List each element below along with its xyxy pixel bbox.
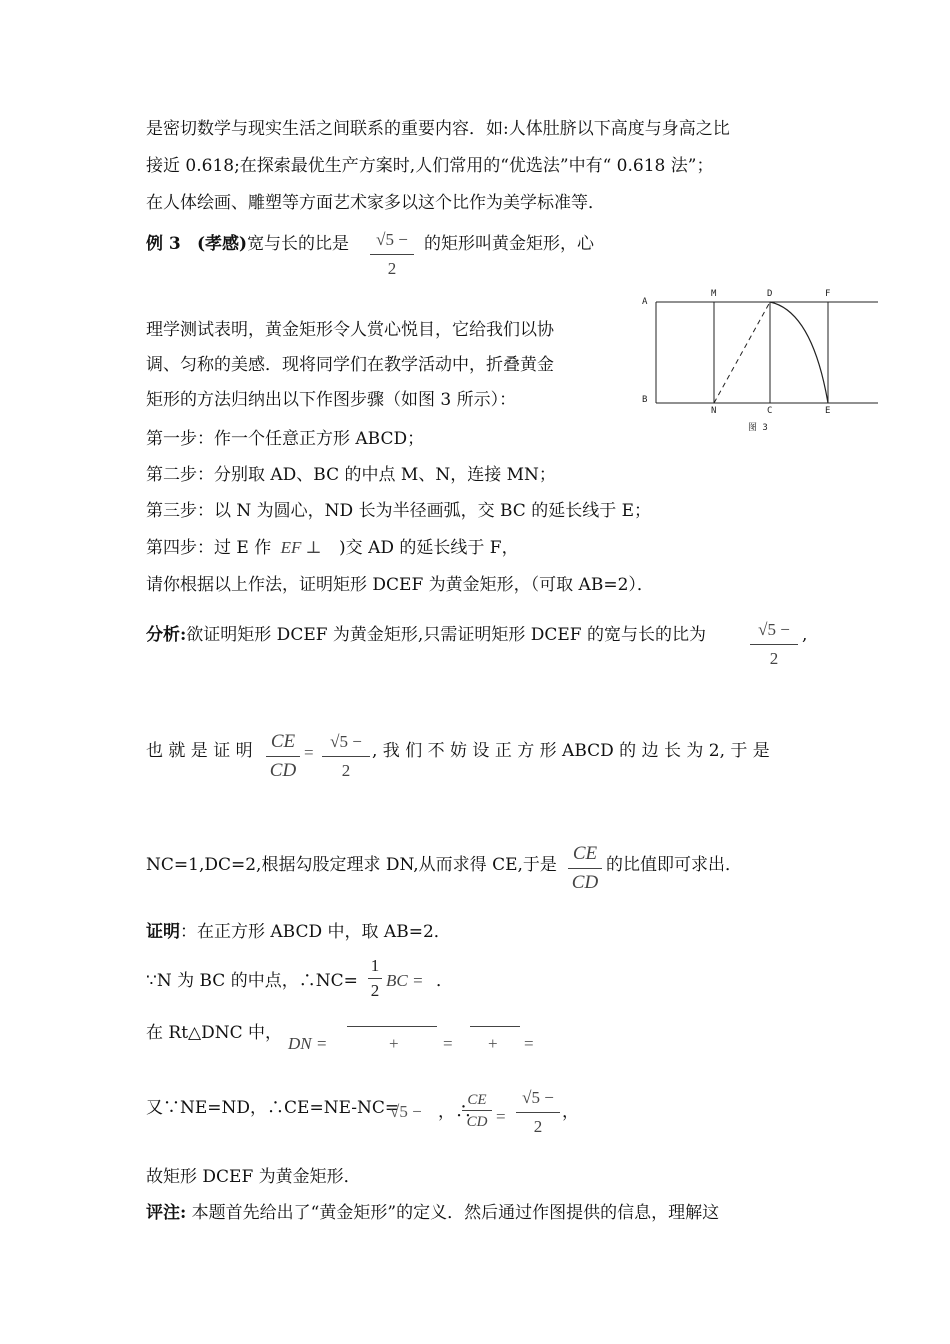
proof-line-1 [146, 921, 451, 943]
analysis-frac1-num: √5 − [758, 620, 790, 639]
proof-conclusion: 故矩形 DCEF 为黄金矩形． [146, 1167, 361, 1187]
ce-numerator: CE [270, 731, 296, 752]
proof-line-1-text: ：在正方形 ABCD 中，取 AB=2． [180, 922, 451, 942]
equals-sign-1: = [443, 1034, 453, 1053]
proof-line-3: 在 Rt△DNC 中， [146, 1023, 283, 1043]
proof-line-2: ∵N 为 BC 的中点，∴NC= [146, 971, 358, 991]
comment-line [146, 1202, 719, 1224]
ce-numerator: CE [467, 1092, 487, 1108]
example-text-after: 的矩形叫黄金矩形，心 [424, 234, 594, 254]
label-b: B [642, 395, 648, 405]
proof-line-2-period: ． [436, 971, 453, 991]
proof-line-4: 又∵NE=ND，∴CE=NE-NC= [146, 1098, 400, 1118]
cd-denominator: CD [571, 872, 599, 893]
step-4 [146, 537, 519, 559]
analysis-line-1 [146, 624, 706, 646]
fraction-bar [750, 644, 798, 645]
cd-denominator: CD [269, 760, 297, 781]
comment-text: 本题首先给出了“黄金矩形”的定义．然后通过作图提供的信息，理解这 [186, 1203, 720, 1223]
ce-numerator: CE [572, 843, 598, 864]
plus-sign-1: + [389, 1034, 399, 1053]
ce-over-cd-fraction-3 [462, 1092, 492, 1131]
analysis-fraction-1 [750, 618, 798, 671]
step-4-math: EF ⊥ [280, 538, 322, 557]
radical-bar-2 [470, 1026, 520, 1027]
example-label: 例 3 [146, 234, 181, 254]
ce-over-cd-fraction [266, 730, 300, 783]
proof-frac-den: 2 [533, 1117, 543, 1136]
task-line: 请你根据以上作法，证明矩形 DCEF 为黄金矩形，（可取 AB=2）． [146, 575, 654, 595]
golden-ratio-numerator: √5 − [376, 230, 408, 249]
analysis-line-2-start: 也 就 是 证 明 [146, 741, 253, 761]
step-4-start: 第四步：过 E 作 [146, 538, 272, 558]
proof-label: 证明 [146, 922, 180, 942]
sqrt5-minus: √5 − [390, 1102, 422, 1121]
figure-caption: 图 3 [748, 423, 768, 433]
analysis-fraction-2 [322, 730, 370, 783]
example-line-2: 理学测试表明，黄金矩形令人赏心悦目，它给我们以协 [146, 320, 554, 340]
golden-ratio-fraction [370, 228, 414, 281]
analysis-line-3-rest: 的比值即可求出． [606, 855, 742, 875]
step-4-end: )交 AD 的延长线于 F， [339, 538, 519, 558]
plus-sign-2: + [488, 1034, 498, 1053]
analysis-label: 分析: [146, 625, 187, 645]
half-numerator: 1 [370, 956, 380, 975]
radical-bar-1 [347, 1026, 437, 1027]
label-f: F [825, 289, 831, 299]
analysis-frac1-den: 2 [769, 649, 779, 668]
cd-denominator: CD [466, 1114, 488, 1130]
bc-equals: BC = [386, 971, 424, 990]
label-c: C [767, 406, 773, 416]
example-source: (孝感) [196, 234, 248, 254]
analysis-frac2-den: 2 [341, 761, 351, 780]
figure-3-diagram [640, 285, 880, 435]
example-line-3: 调、匀称的美感．现将同学们在教学活动中，折叠黄金 [146, 355, 554, 375]
analysis-line-3: NC=1,DC=2,根据勾股定理求 DN,从而求得 CE,于是 [146, 855, 557, 875]
analysis-comma: , [802, 625, 808, 645]
fraction-bar [462, 1110, 492, 1111]
step-1: 第一步：作一个任意正方形 ABCD； [146, 429, 425, 449]
proof-frac-num: √5 − [522, 1088, 554, 1107]
label-a: A [642, 297, 648, 307]
intro-line-1: 是密切数学与现实生活之间联系的重要内容．如:人体肚脐以下高度与身高之比 [146, 119, 730, 139]
comment-label: 评注: [146, 1203, 187, 1223]
fraction-bar [266, 756, 300, 757]
label-e: E [825, 406, 831, 416]
therefore-symbol: ，∴ [438, 1102, 472, 1122]
equals-sign-3: = [496, 1107, 506, 1126]
example-line-4: 矩形的方法归纳出以下作图步骤（如图 3 所示）： [146, 390, 517, 410]
proof-fraction [516, 1086, 560, 1139]
half-denominator: 2 [370, 981, 380, 1000]
fraction-bar [568, 868, 602, 869]
equals-sign-2: = [524, 1034, 534, 1053]
label-m: M [711, 289, 717, 299]
label-d: D [767, 289, 773, 299]
fraction-bar [516, 1112, 560, 1113]
label-n: N [711, 406, 717, 416]
fraction-bar [322, 756, 370, 757]
analysis-line-2-rest: , 我 们 不 妨 设 正 方 形 ABCD 的 边 长 为 2, 于 是 [372, 741, 770, 761]
intro-line-3: 在人体绘画、雕塑等方面艺术家多以这个比作为美学标准等． [146, 193, 605, 213]
one-half-fraction [368, 956, 382, 1001]
step-3: 第三步：以 N 为圆心，ND 长为半径画弧，交 BC 的延长线于 E； [146, 501, 652, 521]
segment-nd-dashed [714, 302, 770, 403]
proof-line-4-comma: ， [562, 1102, 579, 1122]
equals-sign: = [304, 743, 314, 762]
analysis-frac2-num: √5 − [330, 732, 362, 751]
intro-line-2: 接近 0.618;在探索最优生产方案时,人们常用的“优选法”中有“ 0.618 法”； [146, 156, 714, 176]
fraction-bar [370, 254, 414, 255]
step-2: 第二步：分别取 AD、BC 的中点 M、N，连接 MN； [146, 465, 556, 485]
arc-de [770, 302, 828, 403]
example-line-1 [146, 233, 349, 255]
fraction-bar [368, 978, 382, 979]
ce-over-cd-fraction-2 [568, 842, 602, 895]
golden-ratio-denominator: 2 [387, 259, 397, 278]
analysis-text-1: 欲证明矩形 DCEF 为黄金矩形,只需证明矩形 DCEF 的宽与长的比为 [186, 625, 706, 645]
example-text-before: 宽与长的比是 [247, 234, 350, 254]
dn-equals: DN = [288, 1034, 328, 1053]
